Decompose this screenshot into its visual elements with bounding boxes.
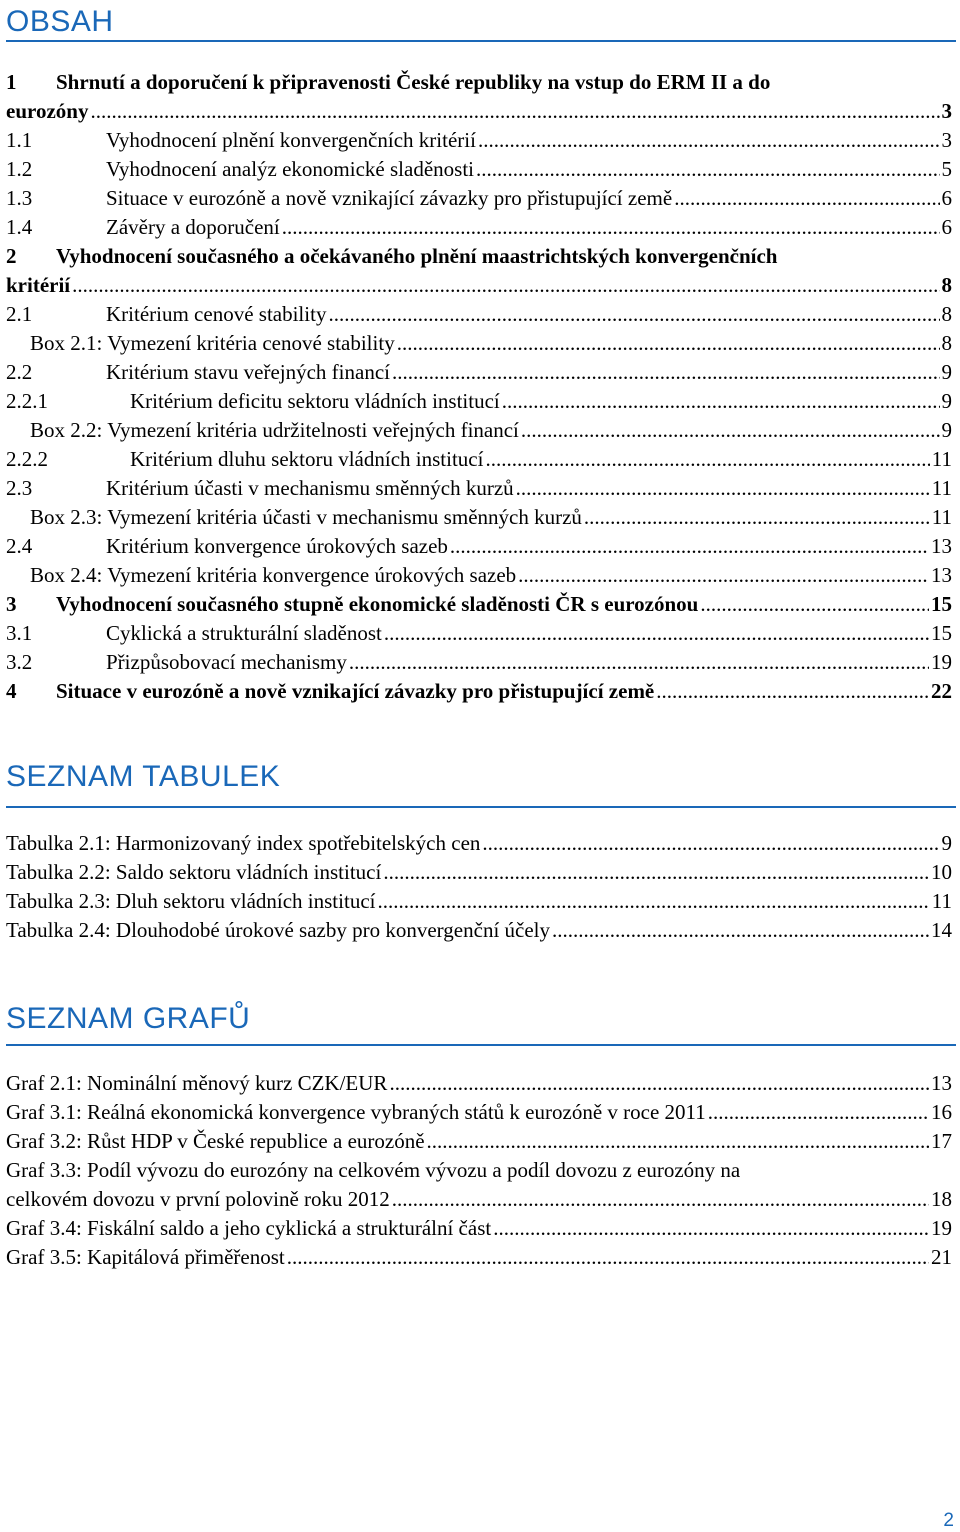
toc-title: Kritérium deficitu sektoru vládních institucí	[130, 389, 500, 413]
toc-number: 2.2.1	[6, 389, 48, 413]
graph-entry[interactable]	[6, 1243, 952, 1272]
toc-number: 2.1	[6, 302, 33, 326]
toc-page: 15	[931, 592, 952, 616]
graph-title: Graf 3.2: Růst HDP v České republice a eurozóně	[6, 1129, 425, 1153]
graph-page: 17	[931, 1129, 952, 1153]
toc-title: Situace v eurozóně a nově vznikající závazky pro přistupující země	[106, 186, 673, 210]
table-title: Tabulka 2.4: Dlouhodobé úrokové sazby pro konvergenční účely	[6, 918, 551, 942]
toc-title: Kritérium účasti v mechanismu směnných kurzů	[106, 476, 514, 500]
toc-entry-2-2-2[interactable]	[6, 445, 952, 474]
graph-title: Graf 3.4: Fiskální saldo a jeho cyklická a strukturální část	[6, 1216, 492, 1240]
toc-title: Situace v eurozóně a nově vznikající závazky pro přistupující země	[56, 679, 655, 703]
toc-title: Box 2.4: Vymezení kritéria konvergence úrokových sazeb	[30, 563, 517, 587]
graph-title: Graf 3.5: Kapitálová přiměřenost	[6, 1245, 285, 1269]
toc-page: 9	[941, 360, 952, 384]
heading-rule	[6, 40, 956, 42]
graph-entry[interactable]	[6, 1214, 952, 1243]
dot-leader	[349, 648, 929, 677]
toc-page: 6	[941, 186, 952, 210]
toc-title: Vyhodnocení současného stupně ekonomické sladěnosti ČR s eurozónou	[56, 592, 699, 616]
table-of-contents	[6, 68, 952, 706]
toc-number: 1.1	[6, 128, 33, 152]
dot-leader	[476, 155, 940, 184]
dot-leader	[397, 329, 940, 358]
dot-leader	[392, 1185, 929, 1214]
table-title: Tabulka 2.3: Dluh sektoru vládních institucí	[6, 889, 376, 913]
graph-page: 16	[931, 1100, 952, 1124]
toc-title: Box 2.3: Vymezení kritéria účasti v mechanismu směnných kurzů	[30, 505, 582, 529]
list-of-tables	[6, 829, 952, 945]
toc-page: 8	[941, 302, 952, 326]
toc-number: 1.2	[6, 157, 33, 181]
heading-obsah-text: OBSAH	[6, 5, 114, 38]
toc-title: Kritérium stavu veřejných financí	[106, 360, 390, 384]
toc-entry-1-1[interactable]	[6, 126, 952, 155]
toc-entry-3-2[interactable]	[6, 648, 952, 677]
toc-title: Kritérium dluhu sektoru vládních institucí	[130, 447, 484, 471]
toc-title: Box 2.2: Vymezení kritéria udržitelnosti veřejných financí	[30, 418, 519, 442]
dot-leader	[72, 271, 939, 300]
toc-page: 9	[941, 389, 952, 413]
toc-page: 11	[931, 447, 952, 471]
toc-page: 11	[931, 505, 952, 529]
dot-leader	[377, 887, 929, 916]
graph-entry[interactable]	[6, 1069, 952, 1098]
heading-seznam-tabulek	[6, 762, 280, 792]
dot-leader	[392, 358, 940, 387]
dot-leader	[521, 416, 940, 445]
toc-entry-3-1[interactable]	[6, 619, 952, 648]
toc-entry-2-cont[interactable]	[6, 271, 952, 300]
toc-title: Závěry a doporučení	[106, 215, 280, 239]
toc-title: Vyhodnocení analýz ekonomické sladěnosti	[106, 157, 474, 181]
toc-page: 6	[941, 215, 952, 239]
toc-entry-4[interactable]	[6, 677, 952, 706]
toc-number: 1.3	[6, 186, 33, 210]
dot-leader	[389, 1069, 929, 1098]
toc-title: Kritérium konvergence úrokových sazeb	[106, 534, 448, 558]
toc-title: eurozóny	[6, 99, 89, 123]
dot-leader	[656, 677, 929, 706]
list-of-graphs	[6, 1069, 952, 1272]
table-entry[interactable]	[6, 887, 952, 916]
dot-leader	[482, 829, 939, 858]
table-title: Tabulka 2.2: Saldo sektoru vládních institucí	[6, 860, 382, 884]
toc-page: 15	[931, 621, 952, 645]
toc-entry-1-3[interactable]	[6, 184, 952, 213]
graph-page: 21	[931, 1245, 952, 1269]
toc-page: 22	[931, 679, 952, 703]
dot-leader	[552, 916, 929, 945]
dot-leader	[493, 1214, 929, 1243]
dot-leader	[427, 1127, 929, 1156]
toc-entry-1[interactable]	[6, 68, 952, 97]
dot-leader	[383, 858, 929, 887]
dot-leader	[485, 445, 929, 474]
table-entry[interactable]	[6, 858, 952, 887]
graph-page: 13	[931, 1071, 952, 1095]
dot-leader	[384, 619, 929, 648]
graph-title: celkovém dovozu v první polovině roku 2012	[6, 1187, 390, 1211]
graph-title: Graf 2.1: Nominální měnový kurz CZK/EUR	[6, 1071, 388, 1095]
dot-leader	[282, 213, 940, 242]
toc-entry-2-3[interactable]	[6, 474, 952, 503]
table-page: 14	[931, 918, 952, 942]
heading-rule	[6, 806, 956, 808]
toc-number: 1	[6, 70, 17, 94]
graph-title: Graf 3.1: Reálná ekonomická konvergence vybraných států k eurozóně v roce 2011	[6, 1100, 706, 1124]
toc-page: 9	[941, 418, 952, 442]
dot-leader	[584, 503, 930, 532]
toc-page: 11	[931, 476, 952, 500]
toc-number: 3	[6, 592, 17, 616]
toc-page: 13	[931, 534, 952, 558]
toc-title: Box 2.1: Vymezení kritéria cenové stability	[30, 331, 395, 355]
toc-entry-box-2-3[interactable]	[6, 503, 952, 532]
toc-number: 1.4	[6, 215, 33, 239]
toc-page: 8	[941, 331, 952, 355]
page-number: 2	[943, 1510, 954, 1531]
toc-number: 3.2	[6, 650, 33, 674]
toc-page: 3	[941, 128, 952, 152]
toc-entry-2-2-1[interactable]	[6, 387, 952, 416]
toc-title: Cyklická a strukturální sladěnost	[106, 621, 382, 645]
graph-title-line1: Graf 3.3: Podíl vývozu do eurozóny na celkovém vývozu a podíl dovozu z eurozóny na	[6, 1158, 741, 1182]
toc-number: 4	[6, 679, 17, 703]
dot-leader	[516, 474, 930, 503]
heading-rule	[6, 1044, 956, 1046]
dot-leader	[708, 1098, 929, 1127]
toc-entry-box-2-4[interactable]	[6, 561, 952, 590]
heading-seznam-grafu	[6, 1004, 250, 1034]
graph-page: 19	[931, 1216, 952, 1240]
graph-entry[interactable]	[6, 1127, 952, 1156]
toc-title-line1: Shrnutí a doporučení k připravenosti České republiky na vstup do ERM II a do	[56, 70, 771, 94]
toc-number: 3.1	[6, 621, 33, 645]
toc-entry-box-2-2[interactable]	[6, 416, 952, 445]
toc-number: 2.2.2	[6, 447, 48, 471]
toc-page: 3	[941, 99, 952, 123]
toc-entry-1-2[interactable]	[6, 155, 952, 184]
dot-leader	[478, 126, 940, 155]
toc-entry-1-4[interactable]	[6, 213, 952, 242]
table-page: 9	[941, 831, 952, 855]
toc-entry-2-2[interactable]	[6, 358, 952, 387]
toc-title: Přizpůsobovací mechanismy	[106, 650, 347, 674]
heading-obsah	[6, 4, 114, 37]
dot-leader	[502, 387, 940, 416]
toc-number: 2	[6, 244, 17, 268]
toc-title: kritérií	[6, 273, 71, 297]
toc-entry-2-4[interactable]	[6, 532, 952, 561]
toc-number: 2.3	[6, 476, 33, 500]
toc-entry-3[interactable]	[6, 590, 952, 619]
table-page: 10	[931, 860, 952, 884]
toc-number: 2.4	[6, 534, 33, 558]
toc-title: Kritérium cenové stability	[106, 302, 327, 326]
toc-title-line1: Vyhodnocení současného a očekávaného plnění maastrichtských konvergenčních	[56, 244, 778, 268]
graph-entry[interactable]	[6, 1098, 952, 1127]
dot-leader	[674, 184, 939, 213]
toc-page: 8	[941, 273, 952, 297]
toc-number: 2.2	[6, 360, 33, 384]
table-page: 11	[931, 889, 952, 913]
heading-tabulky-text: SEZNAM TABULEK	[6, 760, 281, 793]
dot-leader	[450, 532, 929, 561]
dot-leader	[328, 300, 939, 329]
graph-page: 18	[931, 1187, 952, 1211]
dot-leader	[287, 1243, 929, 1272]
dot-leader	[518, 561, 929, 590]
toc-entry-2[interactable]	[6, 242, 952, 271]
table-title: Tabulka 2.1: Harmonizovaný index spotřebitelských cen	[6, 831, 481, 855]
toc-page: 19	[931, 650, 952, 674]
graph-entry-cont[interactable]	[6, 1185, 952, 1214]
dot-leader	[700, 590, 929, 619]
toc-page: 13	[931, 563, 952, 587]
dot-leader	[90, 97, 939, 126]
toc-entry-box-2-1[interactable]	[6, 329, 952, 358]
toc-entry-2-1[interactable]	[6, 300, 952, 329]
toc-entry-1-cont[interactable]	[6, 97, 952, 126]
heading-grafy-text: SEZNAM GRAFŮ	[6, 1002, 251, 1035]
table-entry[interactable]	[6, 916, 952, 945]
toc-title: Vyhodnocení plnění konvergenčních kritérií	[106, 128, 476, 152]
toc-page: 5	[941, 157, 952, 181]
graph-entry[interactable]	[6, 1156, 952, 1185]
table-entry[interactable]	[6, 829, 952, 858]
